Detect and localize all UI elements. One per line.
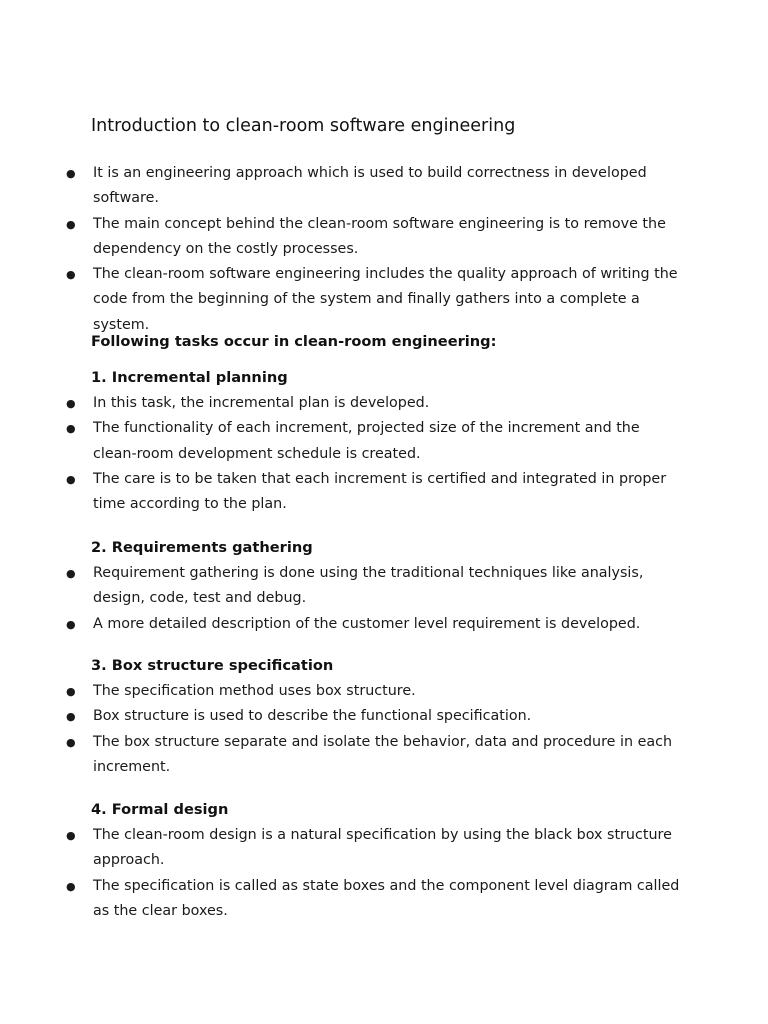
bullet-icon: ● bbox=[66, 710, 76, 724]
bullet-icon: ● bbox=[66, 472, 76, 486]
list-item-text: The clean-room design is a natural specification by using the black box structure approach. bbox=[93, 827, 672, 869]
list-item bbox=[66, 161, 686, 212]
list-item-text: The functionality of each increment, projected size of the increment and the clean-room development schedule is created. bbox=[93, 420, 640, 462]
list-item-text: Requirement gathering is done using the traditional techniques like analysis, design, code, test and debug. bbox=[93, 565, 644, 607]
list-item bbox=[66, 391, 686, 416]
bullet-icon: ● bbox=[66, 167, 76, 180]
list-item-text: The main concept behind the clean-room software engineering is to remove the dependency on the costly processes. bbox=[93, 215, 666, 257]
bullet-icon: ● bbox=[66, 567, 76, 580]
bullet-icon: ● bbox=[66, 422, 76, 436]
list-item-text: It is an engineering approach which is used to build correctness in developed software. bbox=[93, 165, 647, 207]
list-item bbox=[66, 612, 686, 637]
tasks-heading: Following tasks occur in clean-room engineering: bbox=[91, 333, 497, 350]
list-item bbox=[66, 730, 686, 781]
bullet-icon: ● bbox=[66, 879, 76, 893]
section-heading-formal-design: 4. Formal design bbox=[91, 801, 229, 818]
section-heading-incremental-planning: 1. Incremental planning bbox=[91, 369, 288, 386]
bullet-icon: ● bbox=[66, 268, 76, 282]
list-item bbox=[66, 212, 686, 263]
list-item bbox=[66, 561, 686, 612]
list-item-text: The specification is called as state boxes and the component level diagram called as the clear boxes. bbox=[93, 877, 680, 919]
intro-bullet-list bbox=[66, 161, 686, 338]
list-item-text: The clean-room software engineering includes the quality approach of writing the code from the beginning of the system and finally gathers into a complete a system. bbox=[93, 266, 678, 333]
list-item bbox=[66, 679, 686, 704]
incremental-planning-list bbox=[66, 391, 686, 517]
bullet-icon: ● bbox=[66, 617, 76, 631]
list-item-text: The specification method uses box structure. bbox=[93, 683, 416, 699]
list-item bbox=[66, 823, 686, 874]
list-item bbox=[66, 704, 686, 729]
list-item-text: The box structure separate and isolate the behavior, data and procedure in each increment. bbox=[93, 733, 673, 775]
list-item bbox=[66, 262, 686, 338]
section-heading-requirements-gathering: 2. Requirements gathering bbox=[91, 539, 313, 556]
requirements-gathering-list bbox=[66, 561, 686, 637]
list-item-text: Box structure is used to describe the functional specification. bbox=[93, 708, 532, 725]
section-heading-box-structure: 3. Box structure specification bbox=[91, 657, 334, 674]
list-item bbox=[66, 467, 686, 518]
bullet-icon: ● bbox=[66, 217, 76, 231]
formal-design-list bbox=[66, 823, 686, 924]
page-title: Introduction to clean-room software engineering bbox=[91, 116, 516, 136]
bullet-icon: ● bbox=[66, 735, 76, 749]
bullet-icon: ● bbox=[66, 829, 76, 842]
bullet-icon: ● bbox=[66, 397, 76, 410]
list-item bbox=[66, 874, 686, 925]
box-structure-list bbox=[66, 679, 686, 780]
list-item-text: A more detailed description of the customer level requirement is developed. bbox=[93, 615, 641, 632]
bullet-icon: ● bbox=[66, 685, 76, 698]
list-item-text: In this task, the incremental plan is developed. bbox=[93, 395, 430, 411]
list-item-text: The care is to be taken that each increment is certified and integrated in proper time according to the plan. bbox=[93, 470, 667, 513]
list-item bbox=[66, 416, 686, 467]
